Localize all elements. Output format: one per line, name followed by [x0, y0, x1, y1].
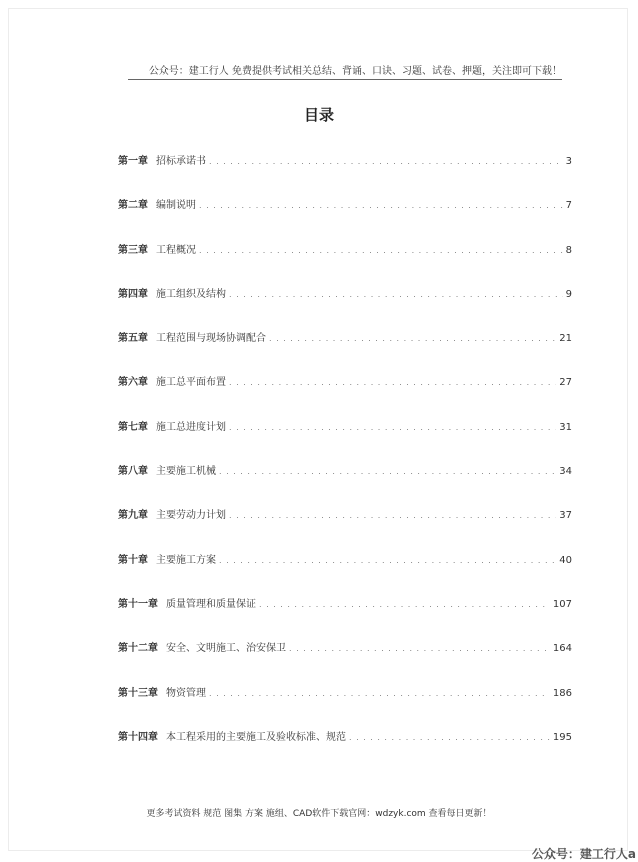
toc-chapter-title: 工程范围与现场协调配合 [156, 333, 266, 345]
toc-entry[interactable] [118, 373, 572, 417]
toc-entry[interactable] [118, 285, 572, 329]
toc-chapter-title: 工程概况 [156, 244, 196, 256]
toc-page-number: 9 [565, 288, 572, 300]
toc-chapter-title: 施工组织及结构 [156, 288, 226, 300]
toc-page-number: 195 [552, 731, 572, 743]
toc-page-number: 34 [559, 466, 572, 478]
toc-entry[interactable] [118, 241, 572, 285]
page-header: 公众号：建工行人 免费提供考试相关总结、背诵、口诀、习题、试卷、押题，关注即可下载！ [128, 62, 562, 80]
toc-dot-leader [209, 157, 563, 166]
toc-dot-leader [229, 378, 556, 387]
toc-entry[interactable] [118, 595, 572, 639]
toc-chapter-number: 第七章 [118, 421, 148, 433]
toc-entry[interactable] [118, 506, 572, 550]
toc-chapter-title: 物资管理 [166, 687, 206, 699]
toc-chapter-number: 第十二章 [118, 643, 158, 655]
toc-page-number: 186 [552, 687, 572, 699]
toc-chapter-title: 招标承诺书 [156, 156, 206, 167]
toc-dot-leader [219, 556, 556, 565]
toc-entry[interactable] [118, 684, 572, 728]
toc-dot-leader [259, 600, 550, 609]
toc-entry[interactable] [118, 196, 572, 240]
watermark-text: 公众号：建工行人a [531, 847, 636, 861]
toc-page-number: 3 [565, 156, 572, 167]
toc-chapter-number: 第五章 [118, 333, 148, 345]
toc-chapter-title: 主要施工机械 [156, 466, 216, 478]
toc-page-number: 37 [559, 510, 572, 522]
page-footer: 更多考试资料 规范 图集 方案 施组、CAD软件下载官网：wdzyk.com 查看每日更新！ [146, 809, 492, 819]
toc-entry[interactable] [118, 418, 572, 462]
toc-page-number: 40 [559, 554, 572, 566]
toc-chapter-number: 第十章 [118, 554, 148, 566]
toc-page-number: 21 [559, 333, 572, 345]
toc-chapter-title: 施工总平面布置 [156, 377, 226, 389]
toc-chapter-number: 第十四章 [118, 731, 158, 743]
toc-dot-leader [269, 334, 556, 343]
toc-chapter-number: 第一章 [118, 156, 148, 167]
toc-dot-leader [289, 644, 550, 653]
toc-chapter-number: 第六章 [118, 377, 148, 389]
toc-chapter-title: 编制说明 [156, 200, 196, 212]
toc-entry[interactable] [118, 152, 572, 196]
toc-chapter-title: 主要劳动力计划 [156, 510, 226, 522]
toc-dot-leader [349, 733, 550, 742]
toc-page-number: 107 [552, 598, 572, 610]
toc-chapter-number: 第二章 [118, 200, 148, 212]
toc-entry[interactable] [118, 639, 572, 683]
toc-chapter-number: 第八章 [118, 466, 148, 478]
toc-chapter-title: 质量管理和质量保证 [166, 598, 256, 610]
toc-dot-leader [229, 423, 556, 432]
toc-dot-leader [219, 467, 556, 476]
toc-page-number: 27 [559, 377, 572, 389]
toc-page-number: 8 [565, 244, 572, 256]
toc-chapter-title: 施工总进度计划 [156, 421, 226, 433]
toc-chapter-number: 第九章 [118, 510, 148, 522]
toc-page-number: 31 [559, 421, 572, 433]
toc-dot-leader [199, 201, 563, 210]
toc-page-number: 7 [565, 200, 572, 212]
toc-chapter-number: 第四章 [118, 288, 148, 300]
toc-chapter-title: 本工程采用的主要施工及验收标准、规范 [166, 731, 346, 743]
toc-chapter-number: 第三章 [118, 244, 148, 256]
page-title: 目录 [303, 106, 334, 124]
toc-dot-leader [229, 290, 563, 299]
toc-dot-leader [199, 246, 563, 255]
toc-entry[interactable] [118, 462, 572, 506]
toc-entry[interactable] [118, 728, 572, 772]
toc-chapter-number: 第十一章 [118, 598, 158, 610]
toc-dot-leader [229, 511, 556, 520]
table-of-contents [118, 152, 572, 772]
toc-chapter-title: 安全、文明施工、治安保卫 [166, 643, 286, 655]
toc-dot-leader [209, 689, 550, 698]
toc-entry[interactable] [118, 551, 572, 595]
toc-page-number: 164 [552, 643, 572, 655]
toc-chapter-title: 主要施工方案 [156, 554, 216, 566]
toc-entry[interactable] [118, 329, 572, 373]
toc-chapter-number: 第十三章 [118, 687, 158, 699]
